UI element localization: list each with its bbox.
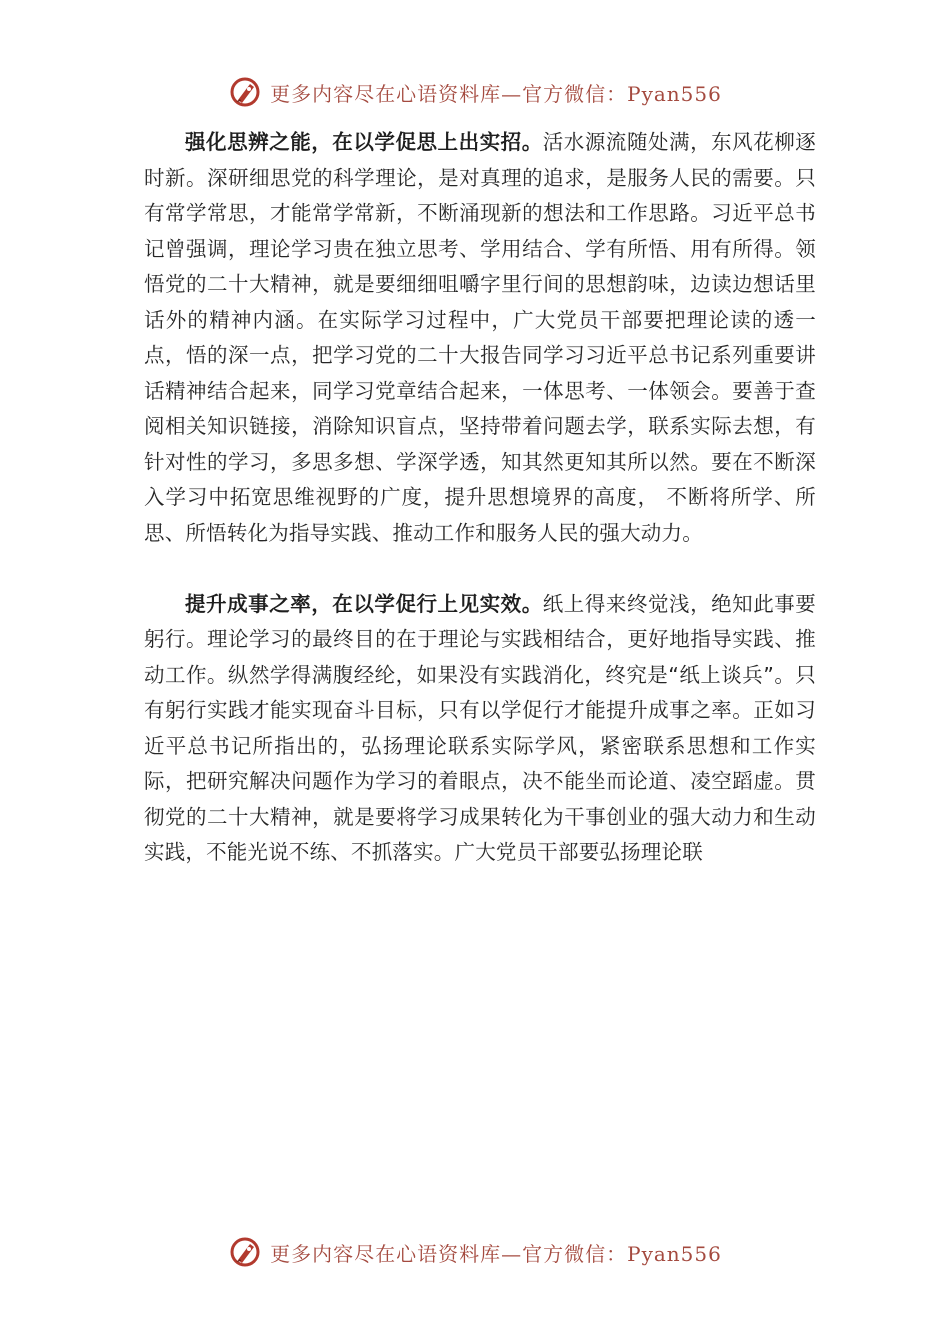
pen-logo-icon [228, 1235, 262, 1269]
paragraph-1 [144, 125, 816, 551]
paragraph-1-heading: 强化思辨之能，在以学促思上出实招。 [185, 130, 543, 154]
paragraph-2-heading: 提升成事之率，在以学促行上见实效。 [185, 591, 543, 616]
footer-watermark-text: 更多内容尽在心语资料库—官方微信：Pyan556 [270, 1241, 722, 1266]
header-watermark-text: 更多内容尽在心语资料库—官方微信：Pyan556 [270, 81, 722, 106]
paragraph-2-text: 纸上得来终觉浅，绝知此事要躬行。理论学习的最终目的在于理论与实践相结合，更好地指导实践、推动工作。纵然学得满腹经纶，如果没有实践消化，终究是“纸上谈兵”。只有躬行实践才能实现奋斗目标，只有以学促行才能提升成事之率。正如习近平总书记所指出的，弘扬理论联系实际学风，紧密联系思想和工作实际，把研究解决问题作为学习的着眼点，决不能坐而论道、凌空蹈虚。贯彻党的二十大精神，就是要将学习成果转化为干事创业的强大动力和生动实践，不能光说不练、不抓落实。广大党员干部要弘扬理论联 [144, 591, 816, 864]
paragraph-2 [144, 587, 816, 871]
pen-logo-icon [228, 75, 262, 109]
footer-watermark [0, 1232, 950, 1272]
paragraph-1-text: 活水源流随处满，东风花柳逐时新。深研细思党的科学理论，是对真理的追求，是服务人民的需要。只有常学常思，才能常学常新，不断涌现新的想法和工作思路。习近平总书记曾强调，理论学习贵在独立思考、学用结合、学有所悟、用有所得。领悟党的二十大精神，就是要细细咀嚼字里行间的思想韵味，边读边想话里话外的精神内涵。在实际学习过程中，广大党员干部要把理论读的透一点，悟的深一点，把学习党的二十大报告同学习习近平总书记系列重要讲话精神结合起来，同学习党章结合起来，一体思考、一体领会。要善于查阅相关知识链接，消除知识盲点，坚持带着问题去学，联系实际去想，有针对性的学习，多思多想、学深学透，知其然更知其所以然。要在不断深入学习中拓宽思维视野的广度，提升思想境界的高度， 不断将所学、所思、所悟转化为指导实践、推动工作和服务人民的强大动力。 [144, 130, 816, 545]
header-watermark [0, 72, 950, 112]
document-body [144, 125, 816, 871]
